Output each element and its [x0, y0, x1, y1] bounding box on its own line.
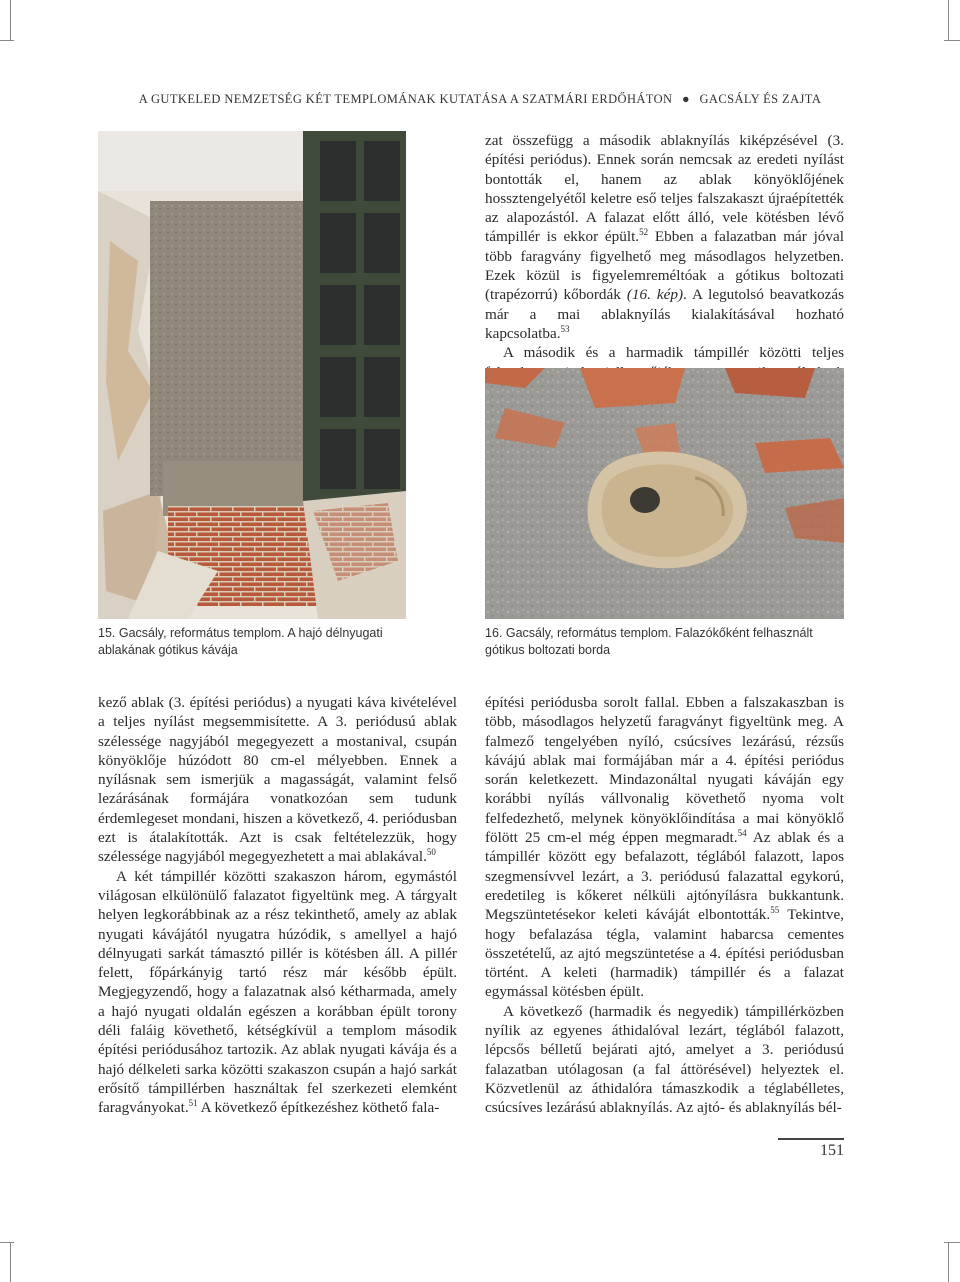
paragraph: zat összefügg a második ablaknyílás kiképzésével (3. építési periódus). Ennek során nemcsak az eredeti nyílást bontották el, hanem az ablak könyöklőjének hossztengelyétől keletre eső teljes falszakaszt újraépítették az alapozástól. A falazat előtt álló, vele kötésben lévő támpillér is ekkor épült.$^{52}$ Ebben a falazatban már jóval több faragvány figyelhető meg másodlagos helyzetben. Ezek közül is figyelemreméltóak a gótikus boltozati (trapézorrú) kőbordák (16. kép). A legutolsó beavatkozás már a mai ablaknyílás kialakításával hozható kapcsolatba.$^{53}$	[485, 132, 844, 342]
paragraph: kező ablak (3. építési periódus) a nyugati káva kivételével a teljes nyílást megsemmisítette. A 3. periódusú ablak szélessége nagyjából megegyezett a mostanival, csupán könyöklője húzódott 80 cm-el mélyebben. Ennek a nyílásnak sem ismerjük a magasságát, valamint felső lezárásának formájára vonatkozóan sem tudunk érdemlegeset mondani, hiszen a következő, 4. periódusban ezt is átalakították. Azt is csak feltételezzük, hogy szélessége nagyjából megegyezhetett a mai ablakával.$^{50}$	[98, 694, 457, 866]
crop-mark	[944, 40, 960, 41]
vault-rib-illustration	[485, 368, 844, 619]
page-number: 151	[820, 1142, 844, 1159]
bullet-icon: ●	[682, 92, 690, 106]
crop-mark	[10, 1242, 11, 1282]
footnote-ref: 53	[560, 323, 570, 334]
crop-mark	[944, 1242, 960, 1243]
figure-16-caption: 16. Gacsály, református templom. Falazókőként felhasznált gótikus boltozati borda	[485, 626, 813, 657]
figure-15-photo	[98, 131, 406, 619]
window-jamb-illustration	[98, 131, 406, 619]
left-column-bottom	[98, 693, 457, 1118]
running-head-section: GACSÁLY ÉS ZAJTA	[699, 92, 822, 106]
crop-mark	[0, 40, 14, 41]
figure-ref: (16. kép)	[626, 286, 684, 304]
crop-mark	[10, 0, 11, 40]
paragraph: A két támpillér közötti szakaszon három, egymástól világosan elkülönülő falazatot figyeltünk meg. A tárgyalt helyen legkorábbinak az a rész tekinthető, amely az ablak nyugati kávájától nyugatra húzódik, s amellyel a hajó délnyugati sarkát támasztó pillér is kötésben áll. A pillér felett, főpárkányig tartó rész már később épült. Megjegyzendő, hogy a falazatnak alsó kétharmada, amely a hajó nyugati oldalán egészen a korábban épült torony déli faláig követhető, kétségkívül a templom második építési periódusához tartozik. Az ablak nyugati kávája és a hajó délkeleti sarka közötti szakaszon csupán a hajó sarkát erősítő támpillérben használtak fel szerkezeti elemként faragványokat.$^{51}$ A következő építkezéshez köthető fala-	[98, 867, 457, 1117]
footnote-ref: 50	[426, 847, 436, 858]
running-head-title: A GUTKELED NEMZETSÉG KÉT TEMPLOMÁNAK KUTATÁSA A SZATMÁRI ERDŐHÁTON	[138, 92, 673, 106]
footnote-ref: 54	[737, 828, 747, 839]
running-head	[0, 92, 960, 107]
footnote-ref: 52	[639, 227, 649, 238]
crop-mark	[0, 1242, 14, 1243]
paragraph: A következő (harmadik és negyedik) támpillérközben nyílik az egyenes áthidalóval lezárt, téglából falazott, lépcsős bélletű bejárati ajtó, amelyet a 3. periódusú falazatban utólagosan (a fal áttörésével) helyeztek el. Közvetlenül az áthidalóra támaszkodik a téglabélletes, csúcsíves lezárású ablaknyílás. Az ajtó- és ablaknyílás bél-	[485, 1002, 844, 1117]
footnote-ref: 51	[188, 1098, 198, 1109]
crop-mark	[948, 0, 949, 40]
right-column-top	[485, 131, 844, 401]
paragraph: A második és a harmadik támpillér közötti teljes	[503, 344, 844, 362]
figure-15-caption: 15. Gacsály, református templom. A hajó délnyugati ablakának gótikus kávája	[98, 626, 383, 657]
footnote-ref: 55	[770, 905, 780, 916]
right-column-bottom	[485, 693, 844, 1118]
figure-16-photo	[485, 368, 844, 619]
page-number-rule	[778, 1138, 844, 1140]
crop-mark	[948, 1242, 949, 1282]
paragraph: építési periódusba sorolt fallal. Ebben a falszakaszban is több, másodlagos helyzetű faragványt figyeltünk meg. A falmező tengelyében nyíló, csúcsíves lezárású, rézsűs kávájú ablak mai formájában már a 4. építési periódus során keletkezett. Mindazonáltal nyugati káváján egy korábbi nyílás vállvonalig követhető nyoma volt felfedezhető, melynek könyöklőindítása a mai könyöklő fölött 25 cm-el még éppen megmaradt.$^{54}$ Az ablak és a támpillér között egy befalazott, téglából falazott, lapos szegmensívvel lezárt, a 3. periódusú falazattal egykorú, eredetileg is kőkeret nélküli ajtónyílásra bukkantunk. Megszüntetésekor keleti káváját elbontották.$^{55}$ Tekintve, hogy befalazása tégla, valamint habarcsa cementes összetételű, az ajtó megszüntetése a 4. építési periódusban történt. A keleti (harmadik) támpillér és a falazat egymással kötésben épült.	[485, 694, 845, 1001]
